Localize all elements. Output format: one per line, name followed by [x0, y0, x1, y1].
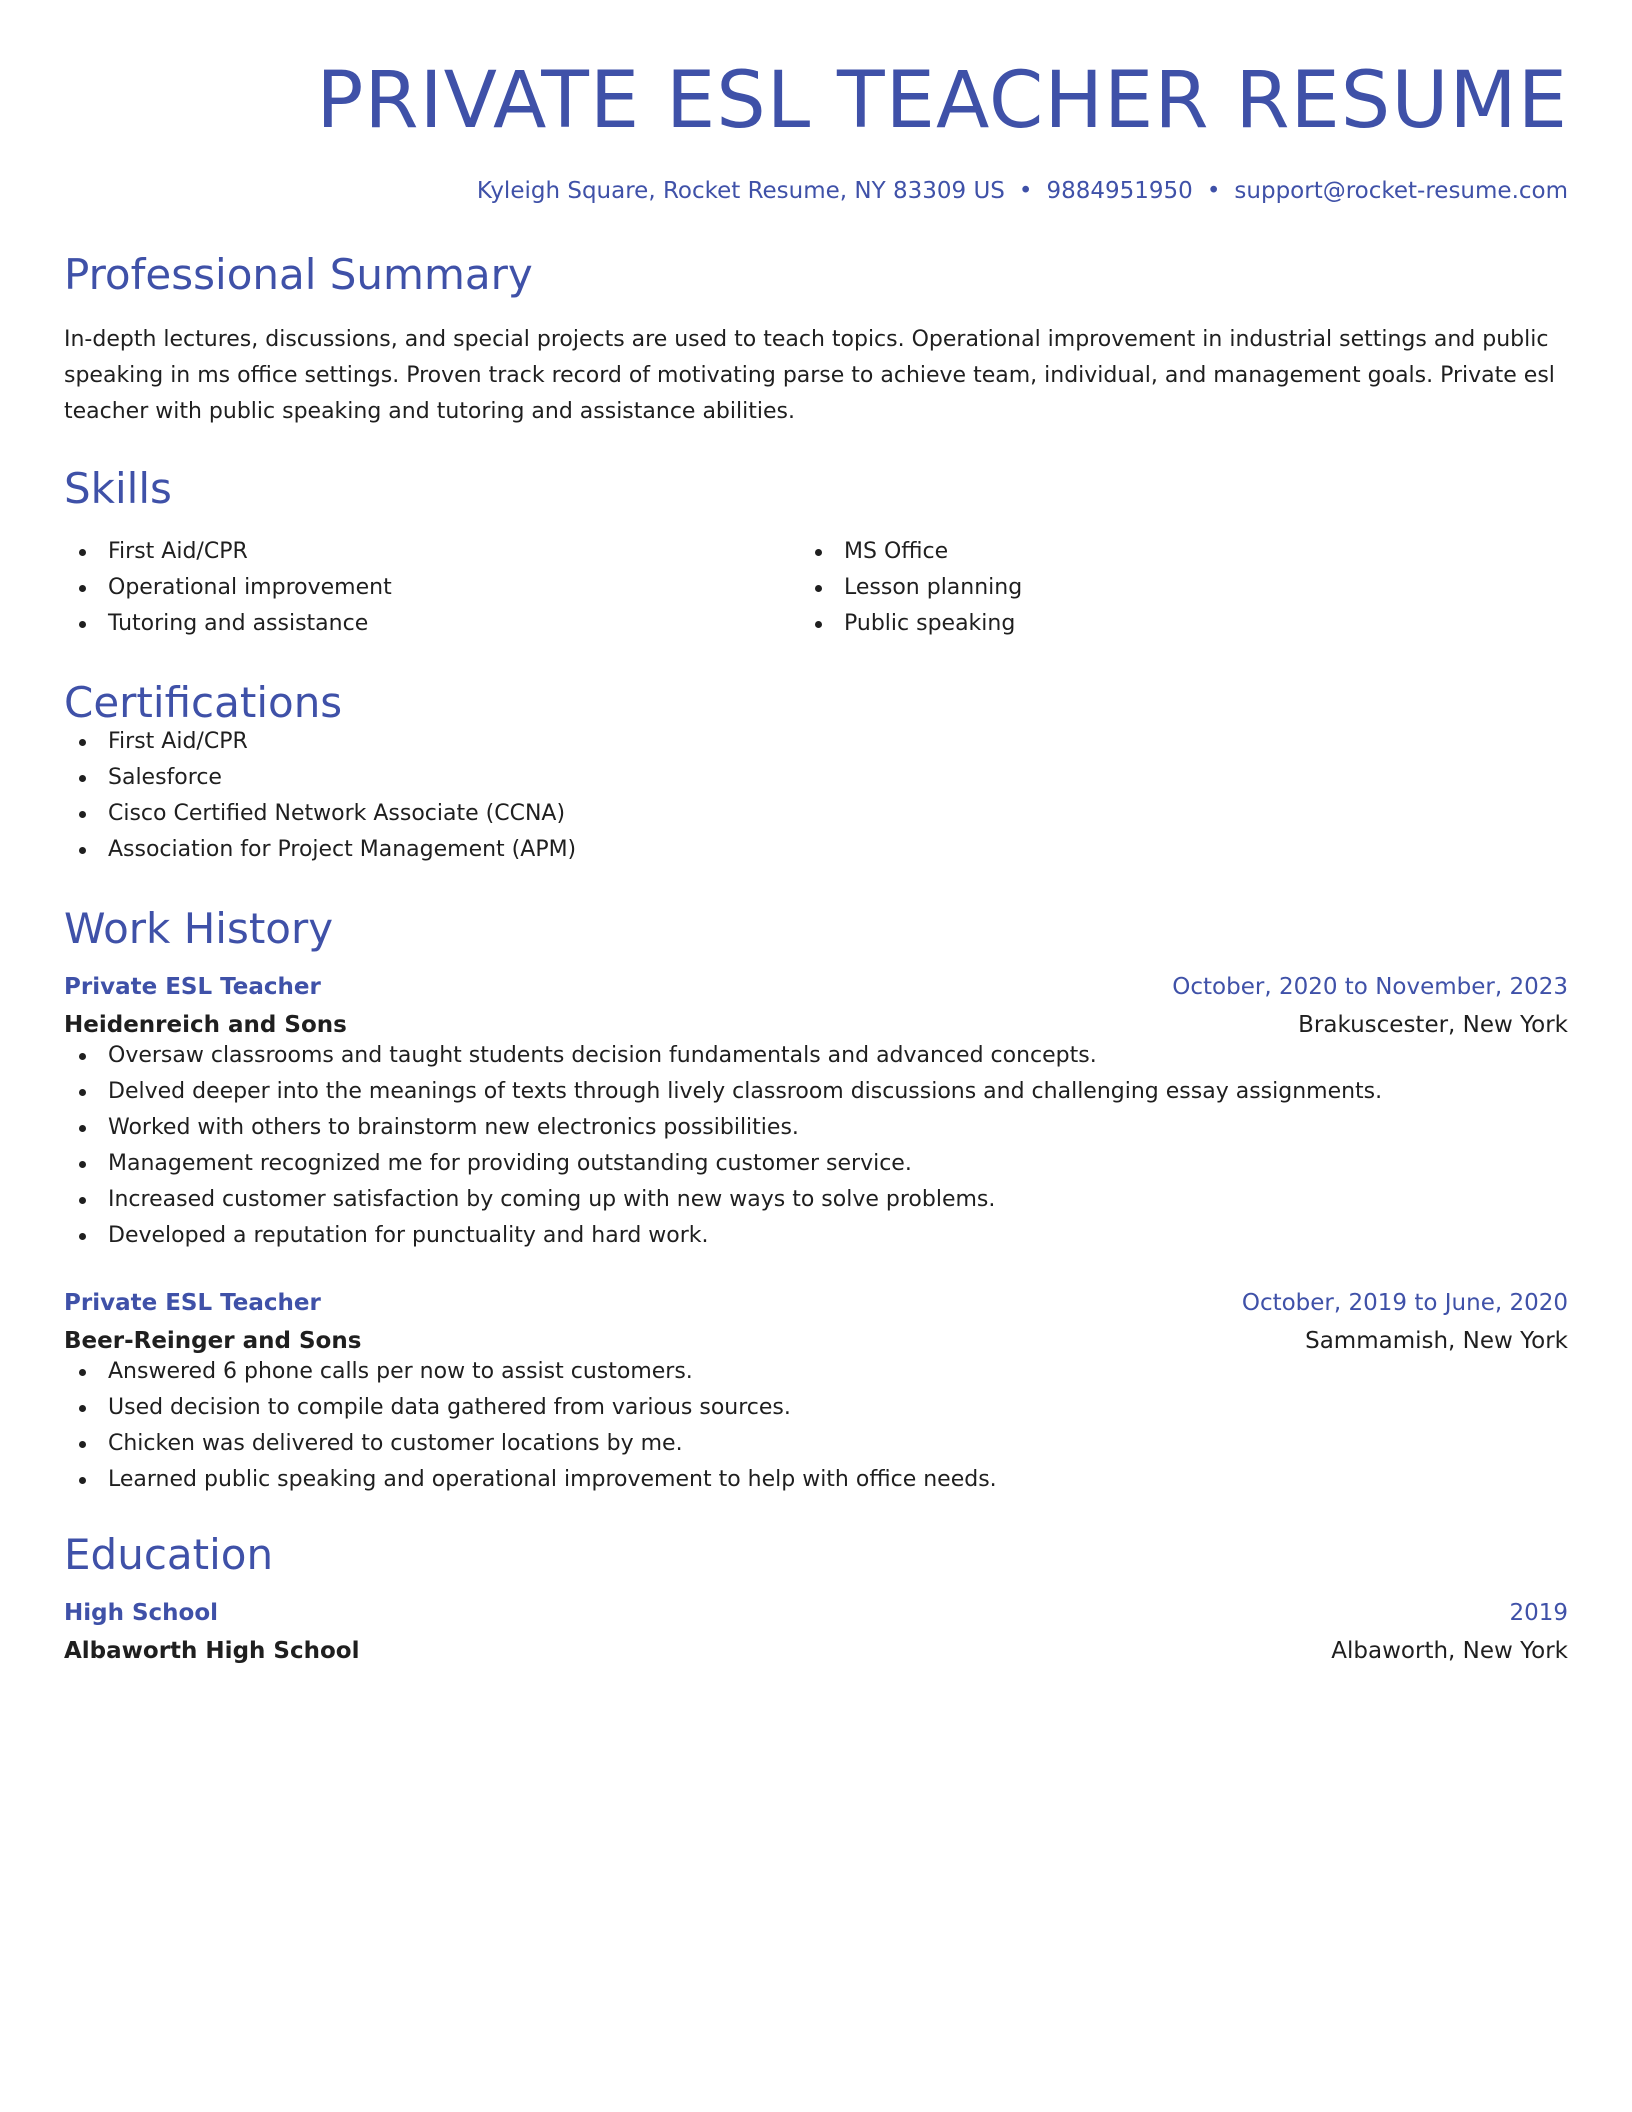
resume-title: PRIVATE ESL TEACHER RESUME: [316, 56, 1568, 146]
job-duties-list: [64, 1354, 1568, 1498]
bullet-dot: [79, 549, 86, 556]
skills-list-left: [64, 534, 800, 642]
job-title: Private ESL Teacher: [64, 1290, 321, 1316]
skills-list-right: [800, 534, 1536, 642]
job-duty-item: [64, 1390, 1568, 1426]
education-degree-row: [64, 1600, 1568, 1626]
skill-label: MS Office: [844, 539, 949, 564]
skill-label: Public speaking: [844, 611, 1016, 636]
job-company-row: [64, 1012, 1568, 1038]
job-duty-item: [64, 1426, 1568, 1462]
skill-label: First Aid/CPR: [108, 539, 248, 564]
summary-heading: Professional Summary: [64, 250, 533, 299]
education-year: 2019: [1509, 1600, 1568, 1626]
certifications-heading: Certifications: [64, 678, 343, 727]
job-duties-list: [64, 1038, 1568, 1254]
contact-line: [64, 178, 1568, 204]
skills-grid: [64, 534, 1568, 642]
bullet-dot: [79, 1405, 86, 1412]
contact-separator: •: [1018, 178, 1033, 204]
education-heading: Education: [64, 1530, 274, 1579]
skill-item: [800, 570, 1536, 606]
bullet-dot: [79, 621, 86, 628]
job-duty-text: Worked with others to brainstorm new electronics possibilities.: [108, 1115, 799, 1140]
job-company: Beer-Reinger and Sons: [64, 1328, 362, 1354]
education-school-row: [64, 1638, 1568, 1664]
skill-item: [800, 534, 1536, 570]
skill-item: [800, 606, 1536, 642]
skill-label: Lesson planning: [844, 575, 1023, 600]
skills-heading: Skills: [64, 464, 172, 513]
job-duty-item: [64, 1182, 1568, 1218]
certification-item: [64, 796, 1568, 832]
bullet-dot: [815, 585, 822, 592]
bullet-dot: [815, 549, 822, 556]
skill-item: [64, 570, 800, 606]
job-duty-item: [64, 1146, 1568, 1182]
job-title-row: [64, 974, 1568, 1000]
certification-label: First Aid/CPR: [108, 729, 248, 754]
contact-separator: •: [1206, 178, 1221, 204]
education-degree: High School: [64, 1600, 219, 1626]
job-duty-text: Oversaw classrooms and taught students decision fundamentals and advanced concepts.: [108, 1043, 1097, 1068]
certification-item: [64, 724, 1568, 760]
job-duty-text: Increased customer satisfaction by coming up with new ways to solve problems.: [108, 1187, 996, 1212]
certification-label: Cisco Certified Network Associate (CCNA): [108, 801, 566, 826]
education-location: Albaworth, New York: [1331, 1638, 1568, 1664]
skills-column-right: [800, 534, 1536, 642]
job-company: Heidenreich and Sons: [64, 1012, 347, 1038]
job-duty-item: [64, 1074, 1568, 1110]
job-duty-item: [64, 1354, 1568, 1390]
job-title-row: [64, 1290, 1568, 1316]
work-history-heading: Work History: [64, 904, 334, 953]
skill-label: Operational improvement: [108, 575, 392, 600]
certification-item: [64, 760, 1568, 796]
job-dates: October, 2020 to November, 2023: [1172, 974, 1568, 1000]
job-duty-text: Answered 6 phone calls per now to assist customers.: [108, 1359, 693, 1384]
job-duty-item: [64, 1218, 1568, 1254]
bullet-dot: [79, 1233, 86, 1240]
job-duty-text: Chicken was delivered to customer locations by me.: [108, 1431, 683, 1456]
job-duty-text: Learned public speaking and operational improvement to help with office needs.: [108, 1467, 997, 1492]
bullet-dot: [79, 1053, 86, 1060]
job-company-row: [64, 1328, 1568, 1354]
job-location: Sammamish, New York: [1305, 1328, 1568, 1354]
contact-address: Kyleigh Square, Rocket Resume, NY 83309 US: [476, 178, 1005, 204]
bullet-dot: [79, 1197, 86, 1204]
education-entry: [64, 1600, 1568, 1664]
certifications-list: [64, 724, 1568, 868]
bullet-dot: [79, 811, 86, 818]
summary-text: In-depth lectures, discussions, and special projects are used to teach topics. Operational improvement in industrial settings and public speaking in ms office settings. Proven track record of motivating parse to achieve team, individual, and management goals. Private esl teacher with public speaking and tutoring and assistance abilities.: [64, 327, 1555, 424]
job-duty-text: Developed a reputation for punctuality and hard work.: [108, 1223, 709, 1248]
bullet-dot: [79, 585, 86, 592]
job-duty-text: Management recognized me for providing outstanding customer service.: [108, 1151, 912, 1176]
job-duty-item: [64, 1038, 1568, 1074]
job-entry: [64, 1290, 1568, 1498]
job-dates: October, 2019 to June, 2020: [1241, 1290, 1568, 1316]
certification-item: [64, 832, 1568, 868]
bullet-dot: [79, 739, 86, 746]
job-duty-item: [64, 1462, 1568, 1498]
certification-label: Association for Project Management (APM): [108, 837, 577, 862]
job-entry: [64, 974, 1568, 1254]
bullet-dot: [79, 1125, 86, 1132]
job-location: Brakuscester, New York: [1298, 1012, 1568, 1038]
job-duty-text: Used decision to compile data gathered from various sources.: [108, 1395, 791, 1420]
bullet-dot: [79, 847, 86, 854]
skill-item: [64, 534, 800, 570]
skills-column-left: [64, 534, 800, 642]
bullet-dot: [79, 1161, 86, 1168]
bullet-dot: [79, 1369, 86, 1376]
skill-item: [64, 606, 800, 642]
job-duty-item: [64, 1110, 1568, 1146]
job-duty-text: Delved deeper into the meanings of texts through lively classroom discussions and challenging essay assignments.: [108, 1079, 1383, 1104]
bullet-dot: [79, 775, 86, 782]
job-title: Private ESL Teacher: [64, 974, 321, 1000]
bullet-dot: [815, 621, 822, 628]
education-school: Albaworth High School: [64, 1638, 360, 1664]
contact-phone: 9884951950: [1046, 178, 1193, 204]
bullet-dot: [79, 1089, 86, 1096]
bullet-dot: [79, 1441, 86, 1448]
bullet-dot: [79, 1477, 86, 1484]
skill-label: Tutoring and assistance: [108, 611, 369, 636]
contact-email: support@rocket-resume.com: [1234, 178, 1568, 204]
certification-label: Salesforce: [108, 765, 222, 790]
